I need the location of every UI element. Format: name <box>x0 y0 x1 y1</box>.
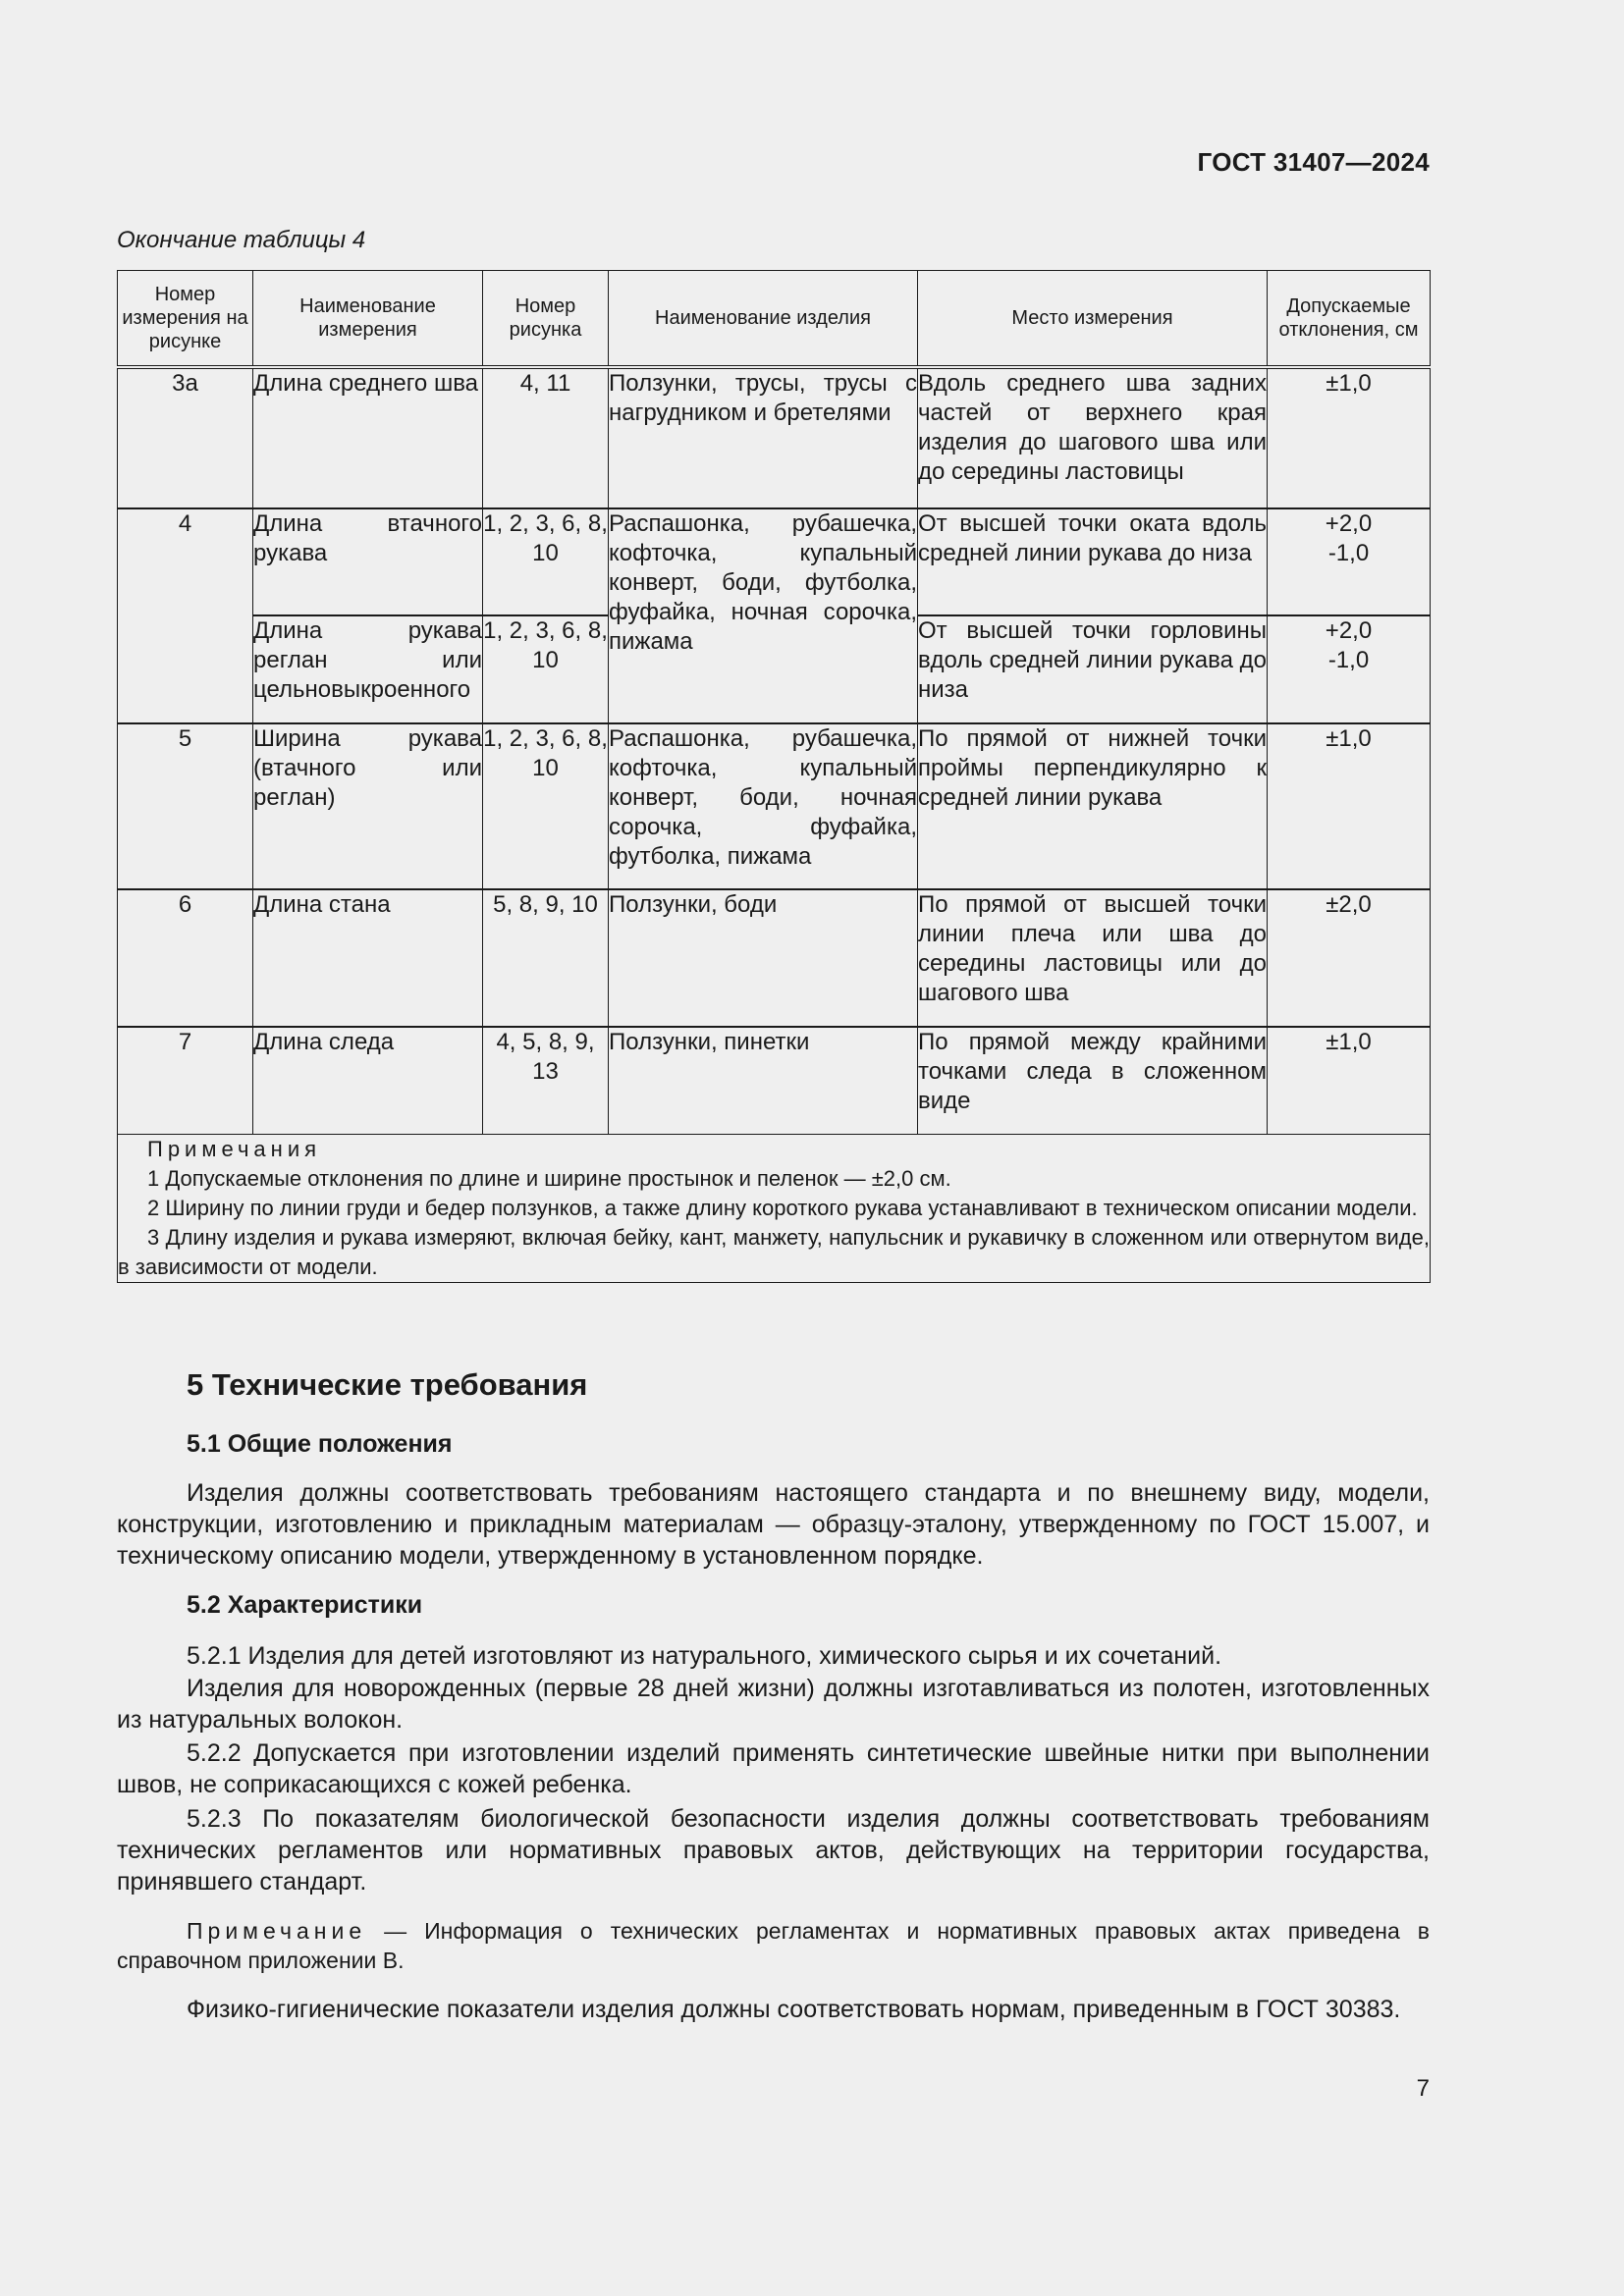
paragraph-text: 5.2.1 Изделия для детей изготовляют из натурального, химического сырья и их сочетаний. <box>187 1642 1222 1670</box>
table-row <box>118 367 1431 508</box>
cell-item: Ползунки, трусы, трусы с нагрудником и бретелями <box>609 367 918 508</box>
cell-tol: ±1,0 <box>1268 1027 1431 1134</box>
cell-fig: 1, 2, 3, 6, 8, 10 <box>483 615 609 723</box>
cell-name: Длина втачного рукава <box>253 508 483 615</box>
column-header: Номер рисунка <box>483 271 609 368</box>
paragraph-text: 5.2.3 По показателям биологической безопасности изделия должны соответствовать требованиям технических регламентов или нормативных правовых актов, действующих на территории государства, принявшего стандарт. <box>117 1805 1430 1896</box>
cell-name: Длина следа <box>253 1027 483 1134</box>
cell-tol: ±1,0 <box>1268 723 1431 889</box>
cell-item: Ползунки, пинетки <box>609 1027 918 1134</box>
cell-name: Длина среднего шва <box>253 367 483 508</box>
cell-name: Длина рукава реглан или цельновыкроенного <box>253 615 483 723</box>
cell-place: По прямой между крайними точками следа в сложенном виде <box>918 1027 1268 1134</box>
cell-item: Распашонка, рубашечка, кофточка, купальный конверт, боди, футболка, фуфайка, ночная сорочка, пижама <box>609 508 918 723</box>
cell-item: Распашонка, рубашечка, кофточка, купальный конверт, боди, ночная сорочка, фуфайка, футболка, пижама <box>609 723 918 889</box>
cell-fig: 4, 11 <box>483 367 609 508</box>
page-number: 7 <box>1416 2075 1430 2102</box>
cell-fig: 1, 2, 3, 6, 8, 10 <box>483 508 609 615</box>
cell-place: По прямой от нижней точки проймы перпендикулярно к средней линии рукава <box>918 723 1268 889</box>
cell-tol: ±1,0 <box>1268 367 1431 508</box>
cell-tol: +2,0 -1,0 <box>1268 508 1431 615</box>
paragraph <box>117 1673 1430 1735</box>
cell-fig: 1, 2, 3, 6, 8, 10 <box>483 723 609 889</box>
note-item: 3 Длину изделия и рукава измеряют, включая бейку, кант, манжету, напульсник и рукавичку в сложенном или отвернутом виде, в зависимости от модели. <box>118 1224 1430 1279</box>
cell-item: Ползунки, боди <box>609 889 918 1027</box>
paragraph-text: 5.2.2 Допускается при изготовлении изделий применять синтетические швейные нитки при выполнении швов, не соприкасающихся с кожей ребенка. <box>117 1739 1430 1798</box>
table-notes <box>118 1134 1431 1282</box>
cell-place: Вдоль среднего шва задних частей от верхнего края изделия до шагового шва или до середины ластовицы <box>918 367 1268 508</box>
paragraph-text: Изделия для новорожденных (первые 28 дней жизни) должны изготавливаться из полотен, изготовленных из натуральных волокон. <box>117 1675 1430 1734</box>
paragraph <box>117 1803 1430 1897</box>
column-header: Номер измерения на рисунке <box>118 271 253 368</box>
paragraph <box>117 1737 1430 1800</box>
cell-name: Ширина рукава (втачного или реглан) <box>253 723 483 889</box>
paragraph <box>117 1994 1430 2025</box>
cell-fig: 4, 5, 8, 9, 13 <box>483 1027 609 1134</box>
subsection-title: 5.1 Общие положения <box>187 1430 453 1458</box>
notes-title: Примечания <box>147 1136 322 1161</box>
document-code: ГОСТ 31407—2024 <box>1197 147 1430 177</box>
note-paragraph <box>117 1916 1430 1975</box>
column-header: Наименование изделия <box>609 271 918 368</box>
cell-num: 5 <box>118 723 253 889</box>
cell-tol: +2,0 -1,0 <box>1268 615 1431 723</box>
note-item: 1 Допускаемые отклонения по длине и ширине простынок и пеленок — ±2,0 см. <box>147 1165 951 1191</box>
paragraph-text: Изделия должны соответствовать требованиям настоящего стандарта и по внешнему виду, модели, конструкции, изготовлению и прикладным материалам — образцу-эталону, утвержденному по ГОСТ 15.007, и техническому описанию модели, утвержденному в установленном порядке. <box>117 1479 1430 1570</box>
table-row <box>118 723 1431 889</box>
column-header: Место измерения <box>918 271 1268 368</box>
cell-fig: 5, 8, 9, 10 <box>483 889 609 1027</box>
table-row <box>118 508 1431 615</box>
cell-place: От высшей точки оката вдоль средней линии рукава до низа <box>918 508 1268 615</box>
table-row <box>118 889 1431 1027</box>
cell-num: 6 <box>118 889 253 1027</box>
cell-place: От высшей точки горловины вдоль средней линии рукава до низа <box>918 615 1268 723</box>
table-header-row <box>118 271 1431 368</box>
table-caption: Окончание таблицы 4 <box>117 227 366 253</box>
cell-tol: ±2,0 <box>1268 889 1431 1027</box>
measurements-table <box>117 270 1431 1283</box>
paragraph <box>117 1477 1430 1572</box>
table-row <box>118 1027 1431 1134</box>
cell-name: Длина стана <box>253 889 483 1027</box>
note-label: Примечание <box>187 1918 367 1944</box>
note-text: — Информация о технических регламентах и нормативных правовых актах приведена в справочном приложении В. <box>117 1918 1430 1973</box>
cell-num: 3а <box>118 367 253 508</box>
cell-place: По прямой от высшей точки линии плеча или шва до середины ластовицы или до шагового шва <box>918 889 1268 1027</box>
paragraph-text: Физико-гигиенические показатели изделия должны соответствовать нормам, приведенным в ГОСТ 30383. <box>187 1996 1401 2023</box>
cell-num: 4 <box>118 508 253 723</box>
subsection-title: 5.2 Характеристики <box>187 1591 423 1619</box>
cell-num: 7 <box>118 1027 253 1134</box>
table-notes-row <box>118 1134 1431 1282</box>
paragraph <box>117 1640 1430 1672</box>
section-title: 5 Технические требования <box>187 1367 588 1402</box>
note-item: 2 Ширину по линии груди и бедер ползунков, а также длину короткого рукава устанавливают в техническом описании модели. <box>147 1195 1418 1220</box>
column-header: Допускаемые отклонения, см <box>1268 271 1431 368</box>
column-header: Наименование измерения <box>253 271 483 368</box>
